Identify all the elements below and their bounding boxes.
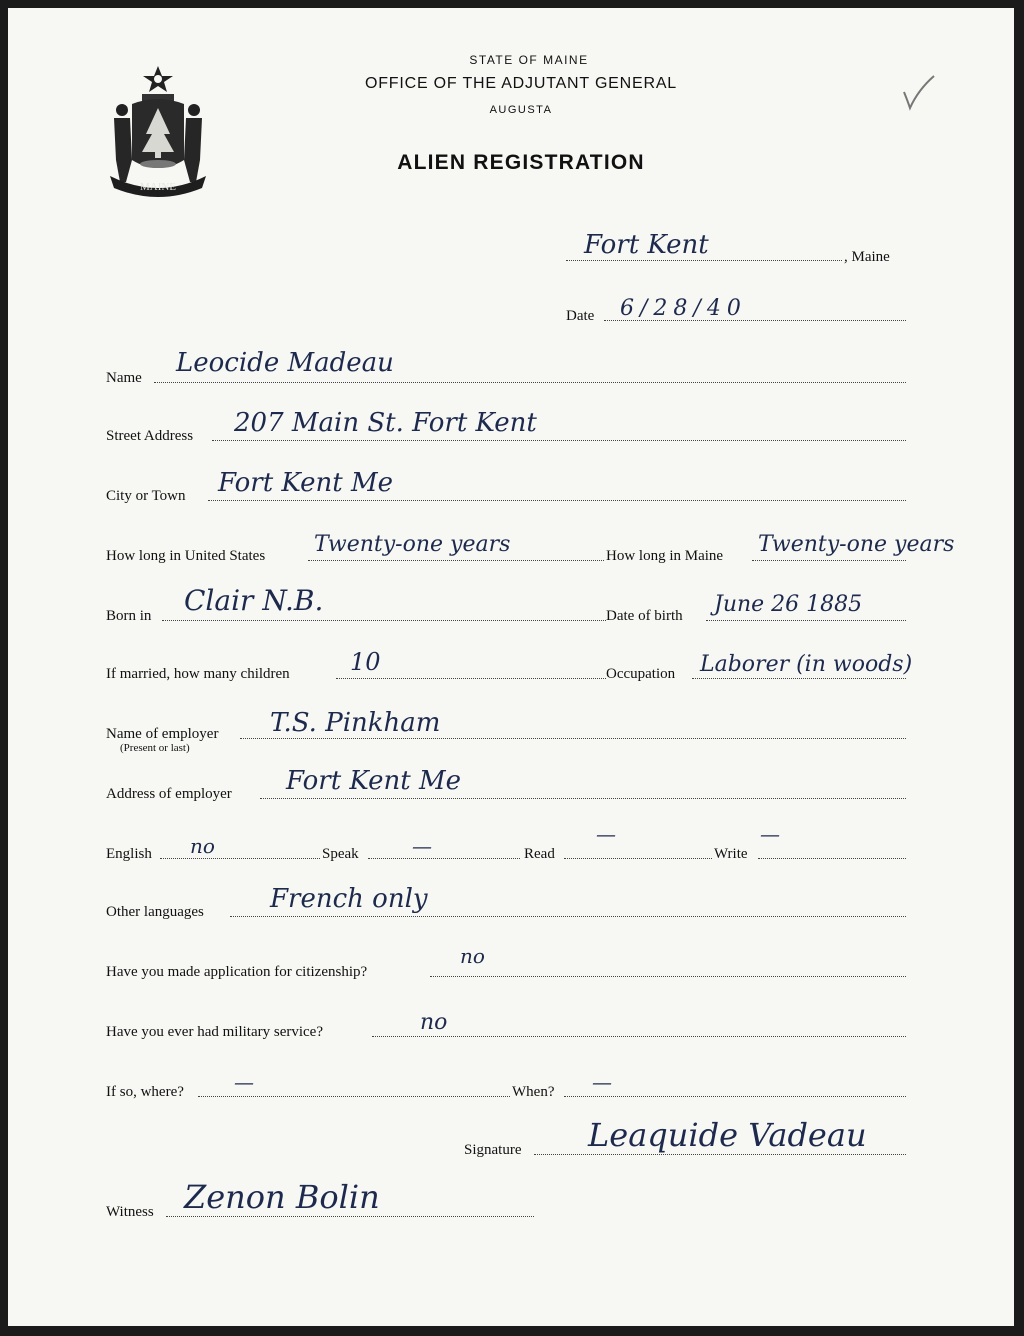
city-value[interactable]: Fort Kent Me — [218, 468, 393, 498]
english-label: English — [106, 846, 152, 862]
children-line — [336, 678, 606, 679]
employer-address-label: Address of employer — [106, 786, 232, 802]
where-label: If so, where? — [106, 1084, 184, 1100]
write-value[interactable]: — — [760, 822, 780, 846]
when-line — [564, 1096, 906, 1097]
military-line — [372, 1036, 906, 1037]
witness-label: Witness — [106, 1204, 154, 1220]
us-time-value[interactable]: Twenty-one years — [314, 532, 511, 557]
maine-time-label: How long in Maine — [606, 548, 724, 564]
write-line — [758, 858, 906, 859]
check-mark-icon — [900, 72, 936, 112]
maine-time-value[interactable]: Twenty-one years — [758, 532, 955, 557]
born-value[interactable]: Clair N.B. — [184, 584, 324, 617]
witness-line — [166, 1216, 534, 1217]
office-heading: OFFICE OF THE ADJUTANT GENERAL — [364, 75, 678, 92]
employer-address-value[interactable]: Fort Kent Me — [286, 766, 461, 796]
employer-label: Name of employer — [106, 726, 219, 742]
svg-text:MAINE: MAINE — [139, 181, 177, 193]
city-label: City or Town — [106, 488, 186, 504]
employer-note: (Present or last) — [120, 742, 190, 754]
read-line — [564, 858, 712, 859]
read-label: Read — [524, 846, 555, 862]
name-line — [154, 382, 906, 383]
english-value[interactable]: no — [190, 834, 215, 858]
registration-form-page — [8, 8, 1014, 1326]
speak-label: Speak — [322, 846, 359, 862]
signature-value[interactable]: Leaquide Vadeau — [588, 1116, 867, 1154]
other-languages-line — [230, 916, 906, 917]
maine-time-line — [752, 560, 906, 561]
employer-address-line — [260, 798, 906, 799]
dob-line — [706, 620, 906, 621]
employer-line — [240, 738, 906, 739]
speak-value[interactable]: — — [412, 834, 432, 858]
speak-line — [368, 858, 520, 859]
place-value[interactable]: Fort Kent — [584, 230, 709, 260]
signature-line — [534, 1154, 906, 1155]
place-line — [566, 260, 842, 261]
children-value[interactable]: 10 — [350, 648, 381, 676]
street-value[interactable]: 207 Main St. Fort Kent — [234, 408, 537, 438]
city-heading: AUGUSTA — [489, 104, 553, 116]
where-value[interactable]: — — [234, 1070, 254, 1094]
military-label: Have you ever had military service? — [106, 1024, 323, 1040]
occupation-line — [692, 678, 906, 679]
date-label: Date — [566, 308, 595, 324]
employer-value[interactable]: T.S. Pinkham — [270, 708, 441, 738]
dob-value[interactable]: June 26 1885 — [714, 592, 863, 617]
street-line — [212, 440, 906, 441]
write-label: Write — [714, 846, 748, 862]
children-label: If married, how many children — [106, 666, 290, 682]
other-languages-label: Other languages — [106, 904, 204, 920]
us-time-label: How long in United States — [106, 548, 266, 564]
when-value[interactable]: — — [592, 1070, 612, 1094]
read-value[interactable]: — — [596, 822, 616, 846]
date-value[interactable]: 6/28/40 — [620, 296, 747, 321]
citizenship-label: Have you made application for citizenship? — [106, 964, 368, 980]
city-line — [208, 500, 906, 501]
form-title: ALIEN REGISTRATION — [397, 151, 645, 174]
when-label: When? — [512, 1084, 555, 1100]
where-line — [198, 1096, 510, 1097]
born-label: Born in — [106, 608, 152, 624]
state-heading: STATE OF MAINE — [469, 53, 589, 67]
us-time-line — [308, 560, 604, 561]
street-label: Street Address — [106, 428, 194, 444]
occupation-label: Occupation — [606, 666, 676, 682]
signature-label: Signature — [464, 1142, 522, 1158]
citizenship-line — [430, 976, 906, 977]
occupation-value[interactable]: Laborer (in woods) — [700, 652, 913, 677]
dob-label: Date of birth — [606, 608, 683, 624]
name-label: Name — [106, 370, 142, 386]
maine-seal-icon — [104, 64, 212, 198]
witness-value[interactable]: Zenon Bolin — [184, 1178, 380, 1216]
citizenship-value[interactable]: no — [460, 944, 485, 968]
military-value[interactable]: no — [420, 1010, 448, 1035]
name-value[interactable]: Leocide Madeau — [176, 348, 394, 378]
state-suffix-label: , Maine — [844, 249, 890, 265]
born-line — [162, 620, 606, 621]
other-languages-value[interactable]: French only — [270, 884, 428, 914]
english-line — [160, 858, 320, 859]
